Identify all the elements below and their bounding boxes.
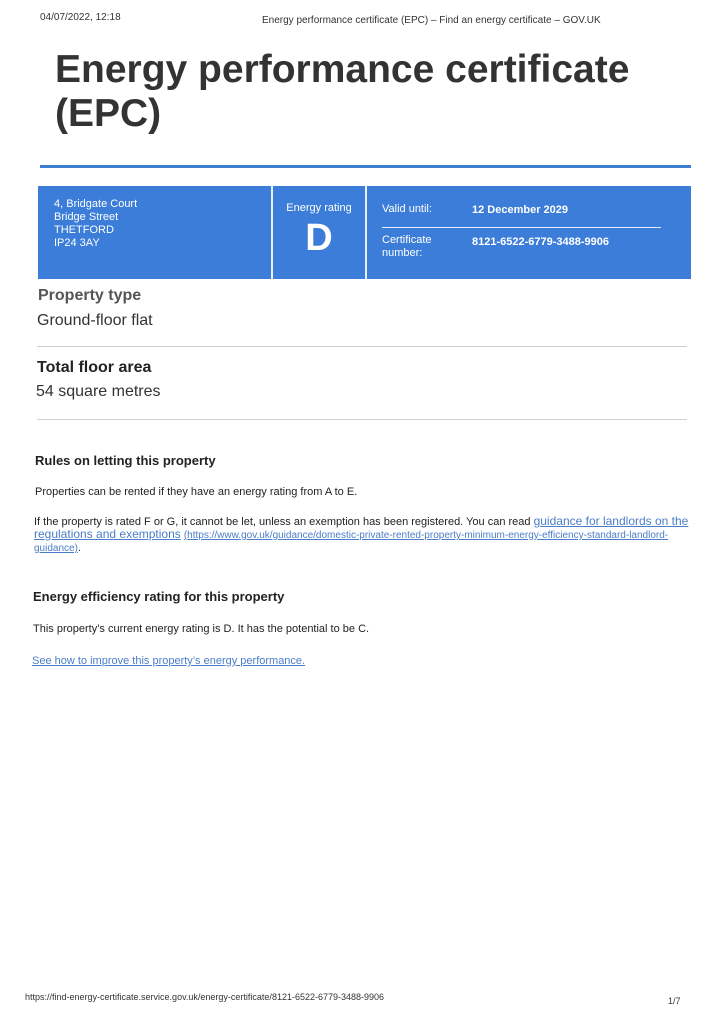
letting-rules-paragraph: Properties can be rented if they have an energy rating from A to E. — [35, 486, 358, 498]
certificate-number-value: 8121-6522-6779-3488-9906 — [472, 236, 610, 248]
valid-until-label: Valid until: — [382, 203, 432, 215]
address-line-2: Bridge Street — [54, 211, 119, 223]
efficiency-rating-heading: Energy efficiency rating for this property — [33, 589, 285, 604]
section-divider — [37, 346, 687, 347]
address-line-1: 4, Bridgate Court — [54, 198, 138, 210]
certificate-details — [367, 186, 691, 279]
floor-area-value: 54 square metres — [36, 383, 161, 400]
improve-performance-link[interactable]: See how to improve this property’s energy performance. — [32, 655, 306, 667]
property-address — [38, 186, 271, 279]
certificate-number-label: Certificate number: — [382, 234, 432, 259]
address-line-3: THETFORD — [54, 224, 114, 236]
energy-rating-box — [273, 186, 365, 279]
property-type-heading: Property type — [38, 287, 142, 304]
letting-rules-heading: Rules on letting this property — [35, 453, 216, 468]
exemptions-end: . — [77, 542, 81, 554]
address-line-4: IP24 3AY — [54, 237, 100, 249]
details-divider — [382, 227, 661, 228]
letting-exemptions-paragraph — [34, 515, 694, 555]
title-divider — [40, 165, 691, 168]
print-datetime: 04/07/2022, 12:18 — [40, 12, 121, 23]
page-title: Energy performance certificate (EPC) — [55, 48, 630, 135]
print-page-title: Energy performance certificate (EPC) – Find an energy certificate – GOV.UK — [262, 15, 601, 26]
print-footer-url: https://find-energy-certificate.service.gov.uk/energy-certificate/8121-6522-6779-3488-9906 — [25, 992, 385, 1002]
landlord-guidance-url[interactable]: (https://www.gov.uk/guidance/domestic-private-rented-property-minimum-energy-efficiency-standard-landlord-guidance) — [34, 530, 669, 554]
floor-area-heading: Total floor area — [37, 359, 152, 376]
exemptions-text: If the property is rated F or G, it cannot be let, unless an exemption has been registered. You can read — [34, 516, 534, 528]
energy-rating-letter: D — [305, 217, 333, 259]
print-page-number: 1/7 — [668, 996, 681, 1006]
section-divider — [37, 419, 687, 420]
valid-until-value: 12 December 2029 — [472, 204, 569, 216]
landlord-guidance-link[interactable]: guidance for landlords on the regulations and exemptions — [34, 514, 689, 541]
efficiency-rating-paragraph: This property’s current energy rating is D. It has the potential to be C. — [33, 623, 370, 635]
property-type-value: Ground-floor flat — [37, 312, 153, 329]
epc-summary-banner — [38, 186, 691, 279]
energy-rating-label: Energy rating — [286, 202, 352, 214]
